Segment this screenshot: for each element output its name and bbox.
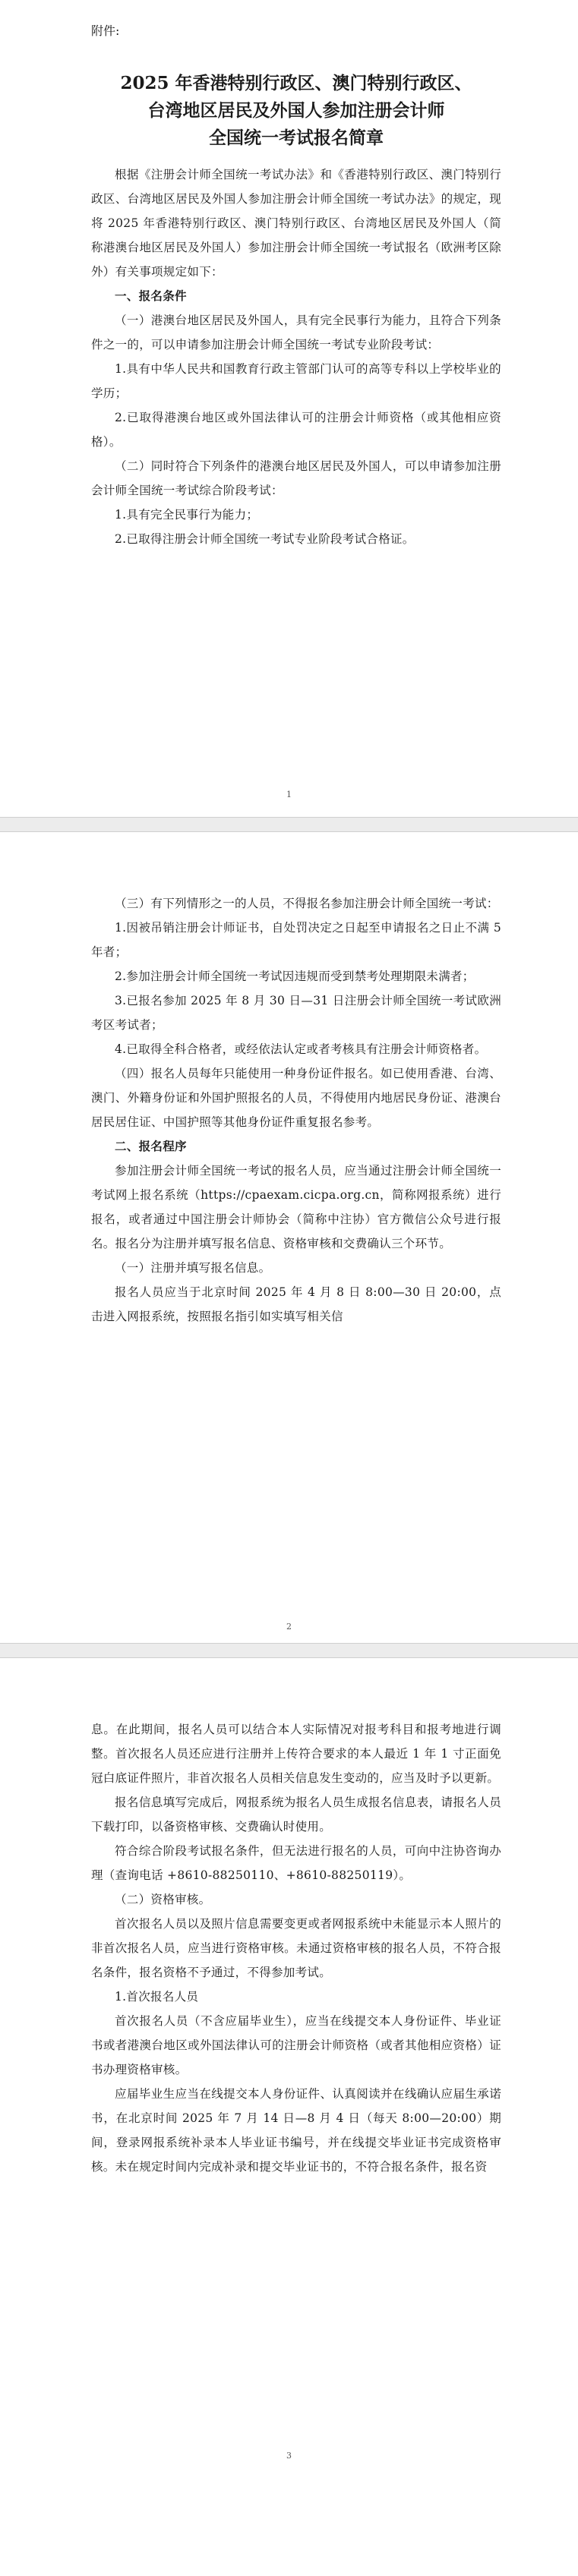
intro-paragraph: 根据《注册会计师全国统一考试办法》和《香港特别行政区、澳门特别行政区、台湾地区居民及外国人参加注册会计师全国统一考试办法》的规定，现将 2025 年香港特别行政区、澳门特别行政区、台湾地区居民及外国人（简称港澳台地区居民及外国人）参加注册会计师全国统一考试报名（欧洲考区除外）有关事项规定如下： — [91, 168, 501, 279]
paragraph: （三）有下列情形之一的人员，不得报名参加注册会计师全国统一考试： — [115, 897, 499, 910]
paragraph: 1.具有完全民事行为能力； — [115, 508, 259, 522]
title-line-1: 2025 年香港特别行政区、澳门特别行政区、 — [120, 73, 472, 93]
attachment-label: 附件: — [91, 24, 120, 38]
title-line-2: 台湾地区居民及外国人参加注册会计师 — [147, 100, 445, 121]
page-1 — [0, 0, 578, 817]
document-title — [91, 70, 501, 152]
paragraph: （四）报名人员每年只能使用一种身份证件报名。如已使用香港、台湾、澳门、外籍身份证和外国护照报名的人员，不得使用内地居民身份证、港澳台居民居住证、中国护照等其他身份证件重复报名参考。 — [91, 1067, 501, 1129]
paragraph: 3.已报名参加 2025 年 8 月 30 日—31 日注册会计师全国统一考试欧洲考区考试者； — [91, 994, 501, 1032]
paragraph: 1.因被吊销注册会计师证书，自处罚决定之日起至申请报名之日止不满 5 年者； — [91, 921, 501, 959]
paragraph: 报名信息填写完成后，网报系统为报名人员生成报名信息表，请报名人员下载打印，以备资格审核、交费确认时使用。 — [91, 1796, 501, 1833]
section-heading-eligibility: 一、报名条件 — [115, 288, 187, 303]
paragraph: 首次报名人员以及照片信息需要变更或者网报系统中未能显示本人照片的非首次报名人员，应当进行资格审核。未通过资格审核的报名人员，不符合报名条件，报名资格不予通过，不得参加考试。 — [91, 1917, 501, 1979]
paragraph: （一）港澳台地区居民及外国人，具有完全民事行为能力，且符合下列条件之一的，可以申请参加注册会计师全国统一考试专业阶段考试： — [91, 314, 501, 352]
section-heading-procedure: 二、报名程序 — [115, 1139, 187, 1153]
paragraph: 息。在此期间，报名人员可以结合本人实际情况对报考科目和报考地进行调整。首次报名人员还应进行注册并上传符合要求的本人最近 1 年 1 寸正面免冠白底证件照片，非首次报名人员相关信息发生变动的，应当及时予以更新。 — [91, 1723, 501, 1785]
page-number: 2 — [286, 1622, 292, 1632]
paragraph: 首次报名人员（不含应届毕业生），应当在线提交本人身份证件、毕业证书或者港澳台地区或外国法律认可的注册会计师资格（或者其他相应资格）证书办理资格审核。 — [91, 2014, 501, 2076]
paragraph: 参加注册会计师全国统一考试的报名人员，应当通过注册会计师全国统一考试网上报名系统（https://cpaexam.cicpa.org.cn，简称网报系统）进行报名，或者通过中国注册会计师协会（简称中注协）官方微信公众号进行报名。报名分为注册并填写报名信息、资格审核和交费确认三个环节。 — [91, 1164, 501, 1250]
paragraph: （二）资格审核。 — [115, 1893, 211, 1906]
paragraph: （一）注册并填写报名信息。 — [115, 1261, 271, 1275]
paragraph: 符合综合阶段考试报名条件，但无法进行报名的人员，可向中注协咨询办理（查询电话 +8610-88250110、+8610-88250119）。 — [91, 1844, 501, 1882]
page-2 — [0, 832, 578, 1643]
paragraph: 2.参加注册会计师全国统一考试因违规而受到禁考处理期限未满者； — [115, 970, 475, 983]
page-number: 3 — [286, 2451, 292, 2461]
page-separator — [0, 1643, 578, 1658]
page-number: 1 — [286, 790, 292, 799]
paragraph: 4.已取得全科合格者，或经依法认定或者考核具有注册会计师资格者。 — [115, 1042, 487, 1056]
paragraph: 2.已取得注册会计师全国统一考试专业阶段考试合格证。 — [115, 532, 415, 546]
page-separator — [0, 817, 578, 832]
page-3 — [0, 1658, 578, 2576]
paragraph: 2.已取得港澳台地区或外国法律认可的注册会计师资格（或其他相应资格）。 — [91, 411, 501, 449]
title-line-3: 全国统一考试报名简章 — [209, 128, 384, 148]
page-3-content — [91, 1717, 501, 2179]
paragraph: 报名人员应当于北京时间 2025 年 4 月 8 日 8:00—30 日 20:00，点击进入网报系统，按照报名指引如实填写相关信 — [91, 1285, 501, 1323]
paragraph: 1.首次报名人员 — [115, 1990, 199, 2004]
page-2-content — [91, 891, 501, 1329]
paragraph: 应届毕业生应当在线提交本人身份证件、认真阅读并在线确认应届生承诺书，在北京时间 2025 年 7 月 14 日—8 月 4 日（每天 8:00—20:00）期间，登录网报系统补录本人毕业证书编号，并在线提交毕业证书完成资格审核。未在规定时间内完成补录和提交毕业证书的，不符合报名条件，报名资 — [91, 2087, 501, 2174]
page-1-content — [91, 70, 501, 551]
paragraph: （二）同时符合下列条件的港澳台地区居民及外国人，可以申请参加注册会计师全国统一考试综合阶段考试： — [91, 459, 501, 497]
paragraph: 1.具有中华人民共和国教育行政主管部门认可的高等专科以上学校毕业的学历； — [91, 362, 501, 400]
